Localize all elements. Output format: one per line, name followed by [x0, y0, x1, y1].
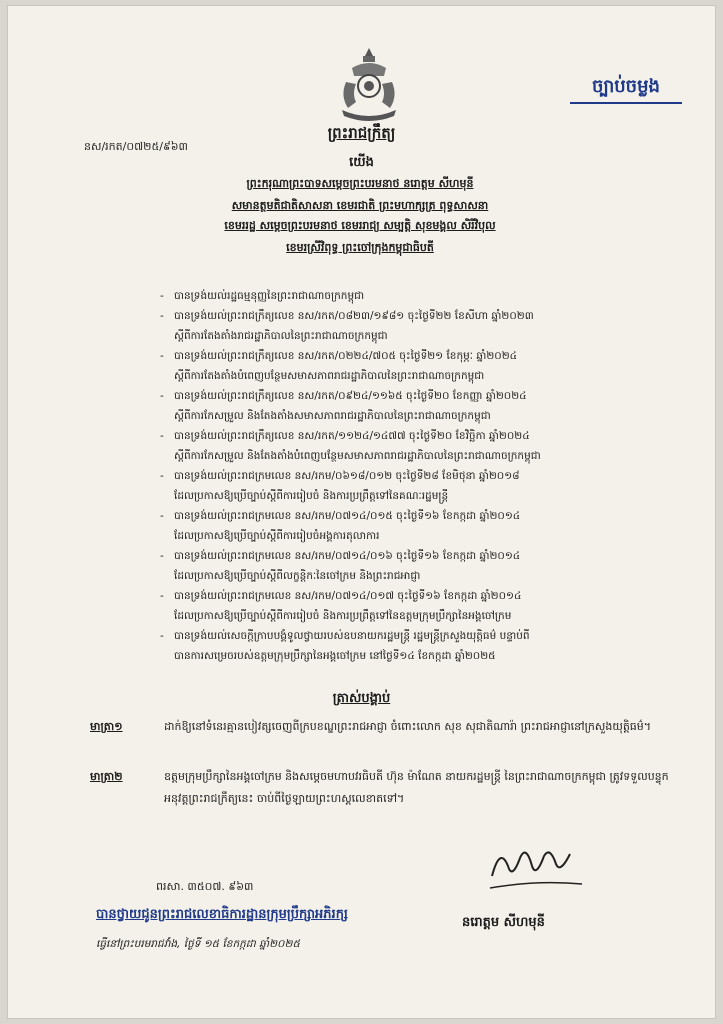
decree-number: នស/រកត/០៧២៥/៩៦៣ — [84, 140, 188, 153]
article-text: ឧត្តមក្រុមប្រឹក្សានៃអង្គចៅក្រម និងសម្តេចមហាបវរធិបតី ហ៊ុន ម៉ាណែត នាយករដ្ឋមន្ត្រី នៃព្រះរាជាណាចក្រកម្ពុជា ត្រូវទទួលបន្ទុកអនុវត្តព្រះរាជក្រឹត្យនេះ ចាប់ពីថ្ងៃឡាយព្រះហស្តលេខាតទៅ។ — [164, 770, 669, 805]
royal-signature — [486, 836, 586, 896]
place-and-date: ធ្វើនៅព្រះបរមរាជវាំង, ថ្ងៃទី ១៥ ខែកក្កដា ឆ្នាំ២០២៥ — [96, 938, 300, 950]
header-line-4: ខេមរស្រីវិពុទ្ធ ព្រះចៅក្រុងកម្ពុជាធិបតី — [286, 241, 434, 254]
consideration-item: - បានទ្រង់យល់រដ្ឋធម្មនុញ្ញនៃព្រះរាជាណាចក្រកម្ពុជា — [160, 290, 365, 302]
document-title: ព្រះរាជក្រឹត្យ — [327, 124, 396, 142]
approval-note: បានថ្វាយជូនព្រះរាជលេខាធិការដ្ឋានក្រុមប្រឹក្សាអភិរក្ស — [96, 907, 348, 922]
consideration-item: - បានទ្រង់យល់ព្រះរាជក្រមលេខ នស/រកម/០៧១៤/០១៦ ចុះថ្ងៃទី១៦ ខែកក្កដា ឆ្នាំ២០១៤ ដែលប្រកាសឱ្យប្រើច្បាប់ស្តីពីលក្ខន្តិកៈនៃចៅក្រម និងព្រះរាជអាជ្ញា — [160, 550, 521, 582]
header-line-3: ខេមររដ្ឋ សម្តេចព្រះបរមនាថ ខេមររាជ្យ សម្បត្តិ សុខមង្គល សិរីវិបុល — [224, 219, 496, 232]
consideration-item: - បានទ្រង់យល់ព្រះរាជក្រមលេខ នស/រកម/០៧១៤/០១៥ ចុះថ្ងៃទី១៦ ខែកក្កដា ឆ្នាំ២០១៤ ដែលប្រកាសឱ្យប្រើច្បាប់ស្តីពីការរៀបចំអង្គការតុលាការ — [160, 510, 521, 542]
article-label: មាត្រា២ — [90, 770, 123, 783]
article-label: មាត្រា១ — [90, 720, 123, 733]
article-2 — [90, 766, 690, 810]
header-line-2: សមានត្ថមតិជាតិសាសនា ខេមរជាតិ ព្រះមហាក្សត្រ ពុទ្ធសាសនា — [231, 199, 489, 212]
consideration-item: - បានទ្រង់យល់ព្រះរាជក្រឹត្យលេខ នស/រកត/០៩២៤/១១៦៥ ចុះថ្ងៃទី២០ ខែកញ្ញា ឆ្នាំ២០២៤ ស្តីពីការកែសម្រួល និងតែងតាំងសមាសភាពរាជរដ្ឋាភិបាលនៃព្រះរាជាណាចក្រកម្ពុជា — [160, 390, 527, 422]
article-1 — [90, 716, 690, 738]
document-subtitle: យើង — [349, 155, 374, 170]
signer-name: នរោត្តម សីហមុនី — [462, 915, 545, 930]
royal-emblem-icon — [334, 46, 404, 122]
consideration-item: - បានទ្រង់យល់ព្រះរាជក្រមលេខ នស/រកម/០៦១៨/០១២ ចុះថ្ងៃទី២៨ ខែមិថុនា ឆ្នាំ២០១៨ ដែលប្រកាសឱ្យប្រើច្បាប់ស្តីពីការរៀបចំ និងការប្រព្រឹត្តទៅនៃគណៈរដ្ឋមន្ត្រី — [160, 470, 520, 502]
considerations-list — [160, 286, 680, 666]
reference-number: ពរសា. ៣៥០៧. ៩៦៣ — [156, 880, 254, 893]
consideration-item: - បានទ្រង់យល់ព្រះរាជក្រឹត្យលេខ នស/រកត/០៨២៣/១៩៨១ ចុះថ្ងៃទី២២ ខែសីហា ឆ្នាំ២០២៣ ស្តីពីការតែងតាំងរាជរដ្ឋាភិបាលនៃព្រះរាជាណាចក្រកម្ពុជា — [160, 310, 534, 342]
consideration-item: - បានទ្រង់យល់ព្រះរាជក្រឹត្យលេខ នស/រកត/១១២៤/១៤៧៧ ចុះថ្ងៃទី២០ ខែវិច្ឆិកា ឆ្នាំ២០២៤ ស្តីពីការកែសម្រួល និងតែងតាំងបំពេញបន្ថែមសមាសភាពរាជរដ្ឋាភិបាលនៃព្រះរាជាណាចក្រកម្ពុជា — [160, 430, 541, 462]
consideration-item: - បានទ្រង់យល់ព្រះរាជក្រឹត្យលេខ នស/រកត/០២២៤/៧០៥ ចុះថ្ងៃទី២១ ខែកុម្ភៈ ឆ្នាំ២០២៤ ស្តីពីការតែងតាំងបំពេញបន្ថែមសមាសភាពរាជរដ្ឋាភិបាលនៃព្រះរាជាណាចក្រកម្ពុជា — [160, 350, 518, 382]
header-line-1: ព្រះករុណាព្រះបាទសម្តេចព្រះបរមនាថ នរោត្តម សីហមុនី — [246, 177, 474, 190]
consideration-item: - បានទ្រង់យល់ព្រះរាជក្រមលេខ នស/រកម/០៧១៤/០១៧ ចុះថ្ងៃទី១៦ ខែកក្កដា ឆ្នាំ២០១៤ ដែលប្រកាសឱ្យប្រើច្បាប់ស្តីពីការរៀបចំ និងការប្រព្រឹត្តទៅនៃឧត្តមក្រុមប្រឹក្សានៃអង្គចៅក្រម — [160, 590, 522, 622]
decides-heading: ត្រាស់បង្គាប់ — [332, 691, 391, 706]
consideration-item: - បានទ្រង់យល់សេចក្តីក្រាបបង្គំទូលថ្វាយរបស់ឧបនាយករដ្ឋមន្ត្រី រដ្ឋមន្ត្រីក្រសួងយុត្តិធម៌ បន្ទាប់ពី បានការសម្រេចរបស់ឧត្តមក្រុមប្រឹក្សានៃអង្គចៅក្រម នៅថ្ងៃទី១៤ ខែកក្កដា ឆ្នាំ២០២៥ — [160, 630, 530, 662]
article-text: ដាក់ឱ្យនៅទំនេរគ្មានបៀវត្សចេញពីក្របខណ្ឌព្រះរាជអាជ្ញា ចំពោះលោក សុខ សុជាតិណារ៉ា ព្រះរាជអាជ្ញានៅក្រសួងយុត្តិធម៌។ — [164, 720, 652, 733]
copy-stamp: ច្បាប់ចម្លង — [570, 72, 682, 104]
